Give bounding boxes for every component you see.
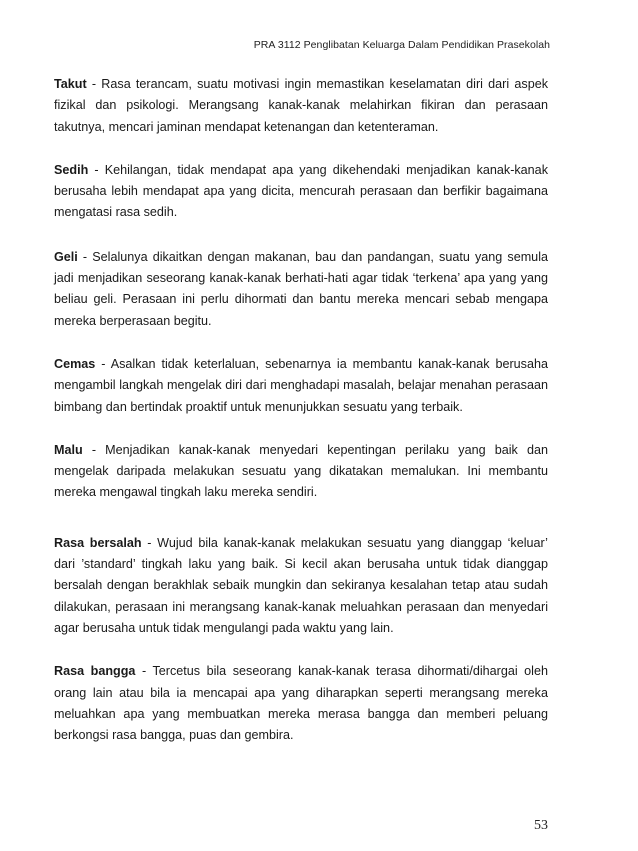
page-body: [54, 74, 548, 746]
entry-term: Cemas: [54, 356, 96, 371]
entry-term: Takut: [54, 77, 87, 91]
entry-text: - Wujud bila kanak-kanak melakukan sesuatu yang dianggap ‘keluar’ dari ’standard’ tingkah laku yang baik. Si kecil akan berusaha untuk tidak dianggap bersalah dengan berakhlak sebaik mungkin dan sekiranya kesalahan tetap atau sudah dilakukan, perasaan ini merangsang kanak-kanak meluahkan perasaan dan menyedari agar berusaha untuk tidak mengulangi pada waktu yang lain.: [54, 535, 548, 635]
page-number: 53: [534, 818, 548, 833]
entry-term: Geli: [54, 249, 78, 264]
entry-sedih: [54, 160, 548, 224]
entry-rasa-bangga: [54, 661, 548, 746]
entry-text: - Selalunya dikaitkan dengan makanan, bau dan pandangan, suatu yang semula jadi menjadikan seseorang kanak-kanak berhati-hati agar tidak ‘terkena’ apa yang yang beliau geli. Perasaan ini perlu dihormati dan bantu mereka mencari sebab mengapa mereka berperasaan begitu.: [54, 249, 548, 328]
entry-term: Sedih: [54, 162, 89, 177]
running-header: PRA 3112 Penglibatan Keluarga Dalam Pendidikan Prasekolah: [253, 39, 550, 51]
entry-term: Rasa bangga: [54, 664, 136, 679]
entry-term: Rasa bersalah: [54, 535, 142, 550]
entry-geli: [54, 247, 548, 332]
entry-text: - Tercetus bila seseorang kanak-kanak terasa dihormati/dihargai oleh orang lain atau bila ia mencapai apa yang diharapkan seperti merangsang mereka meluahkan apa yang membuatkan mereka merasa bangga dan memberi peluang berkongsi rasa bangga, puas dan gembira.: [54, 664, 548, 743]
entry-takut: [54, 74, 548, 138]
entry-malu: [54, 440, 548, 504]
entry-text: - Asalkan tidak keterlaluan, sebenarnya ia membantu kanak-kanak berusaha mengambil langkah mengelak diri dari menghadapi masalah, belajar menahan perasaan bimbang dan bertindak proaktif untuk menunjukkan sesuatu yang terbaik.: [54, 356, 548, 414]
entry-text: - Menjadikan kanak-kanak menyedari kepentingan perilaku yang baik dan mengelak daripada melakukan sesuatu yang dikatakan memalukan. Ini membantu mereka mengawal tingkah laku mereka sendiri.: [54, 442, 548, 500]
entry-cemas: [54, 354, 548, 418]
entry-term: Malu: [54, 442, 83, 457]
entry-text: - Kehilangan, tidak mendapat apa yang dikehendaki menjadikan kanak-kanak berusaha lebih mendapat apa yang dicita, mencurah perasaan dan berfikir bagaimana mengatasi rasa sedih.: [54, 162, 548, 220]
entry-text: - Rasa terancam, suatu motivasi ingin memastikan keselamatan diri dari aspek fizikal dan psikologi. Merangsang kanak-kanak melahirkan fikiran dan perasaan takutnya, mencari jaminan mendapat ketenangan dan ketenteraman.: [54, 77, 548, 134]
entry-rasa-bersalah: [54, 533, 548, 639]
